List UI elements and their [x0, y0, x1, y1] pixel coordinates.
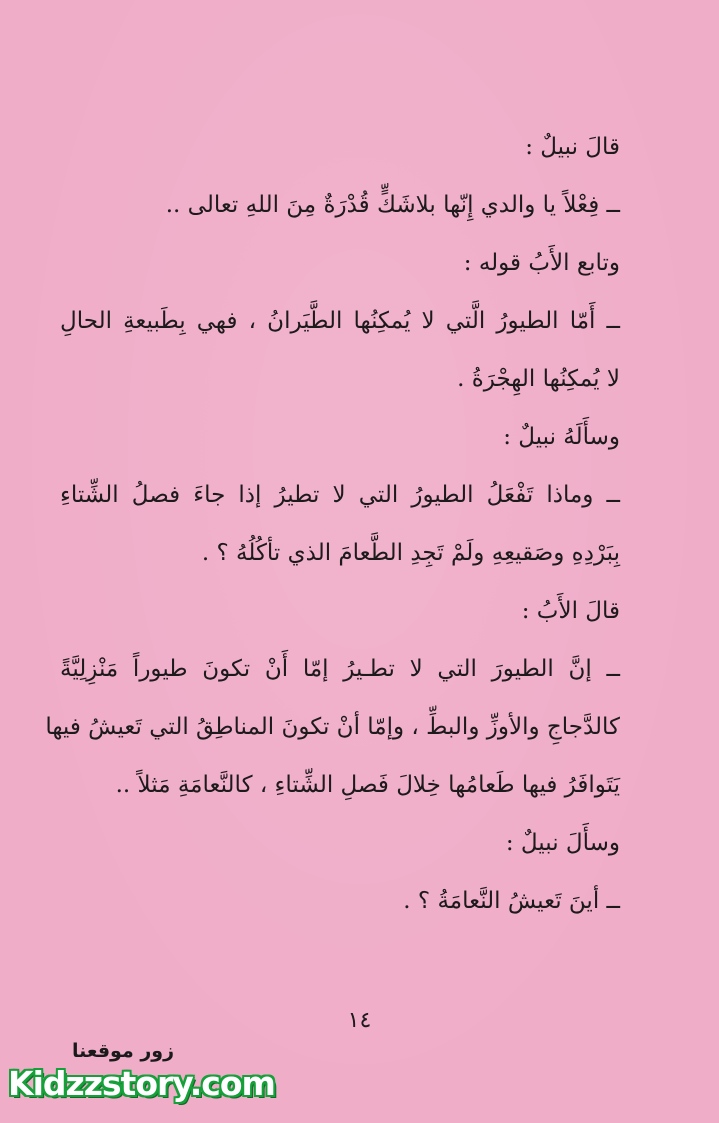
dialogue-line: ــ وماذا تَفْعَلُ الطيورُ التي لا تطيرُ إذا جاءَ فصلُ الشِّتاءِ	[60, 482, 620, 508]
dialogue-line: وسأَلَهُ نبيلٌ :	[503, 424, 620, 450]
dialogue-line: ــ أَمّا الطيورُ الَّتي لا يُمكِنُها الطَّيَرانُ ، فهي بِطَبيعةِ الحالِ	[60, 308, 620, 334]
dialogue-line: كالدَّجاجِ والأوزِّ والبطِّ ، وإمّا أنْ تكونَ المناطِقُ التي تَعيشُ فيها	[45, 714, 620, 740]
story-text	[45, 118, 620, 930]
dialogue-line: ــ إنَّ الطيورَ التي لا تطـيرُ إمّا أَنْ تكونَ طيوراً مَنْزِلِيَّةً	[60, 656, 620, 682]
dialogue-line: ــ أينَ تَعيشُ النَّعامَةُ ؟ .	[403, 888, 620, 914]
dialogue-line: ــ فِعْلاً يا والدي إِنّها بلاشَكٍّ قُدْرَةٌ مِنَ اللهِ تعالى ..	[165, 192, 620, 218]
watermark-site-logo[interactable]: Kidzzstory.com	[8, 1064, 275, 1103]
dialogue-line: قالَ الأَبُ :	[521, 598, 620, 624]
site-watermark[interactable]	[0, 1040, 275, 1120]
dialogue-line: يَتَوافَرُ فيها طَعامُها خِلالَ فَصلِ الشِّتاءِ ، كالنَّعامَةِ مَثلاً ..	[115, 772, 620, 798]
dialogue-line: وتابع الأَبُ قوله :	[463, 250, 620, 276]
page-number: ١٤	[347, 1008, 372, 1033]
dialogue-line: قالَ نبيلٌ :	[525, 134, 620, 160]
dialogue-line: وسأَلَ نبيلٌ :	[505, 830, 620, 856]
dialogue-line: لا يُمكِنُها الهِجْرَةُ .	[457, 366, 620, 392]
watermark-arabic-text: زور موقعنا	[72, 1040, 175, 1062]
dialogue-line: بِبَرْدِهِ وصَقيعِهِ ولَمْ تَجِدِ الطَّعامَ الذي تأكُلُهُ ؟ .	[201, 540, 620, 566]
